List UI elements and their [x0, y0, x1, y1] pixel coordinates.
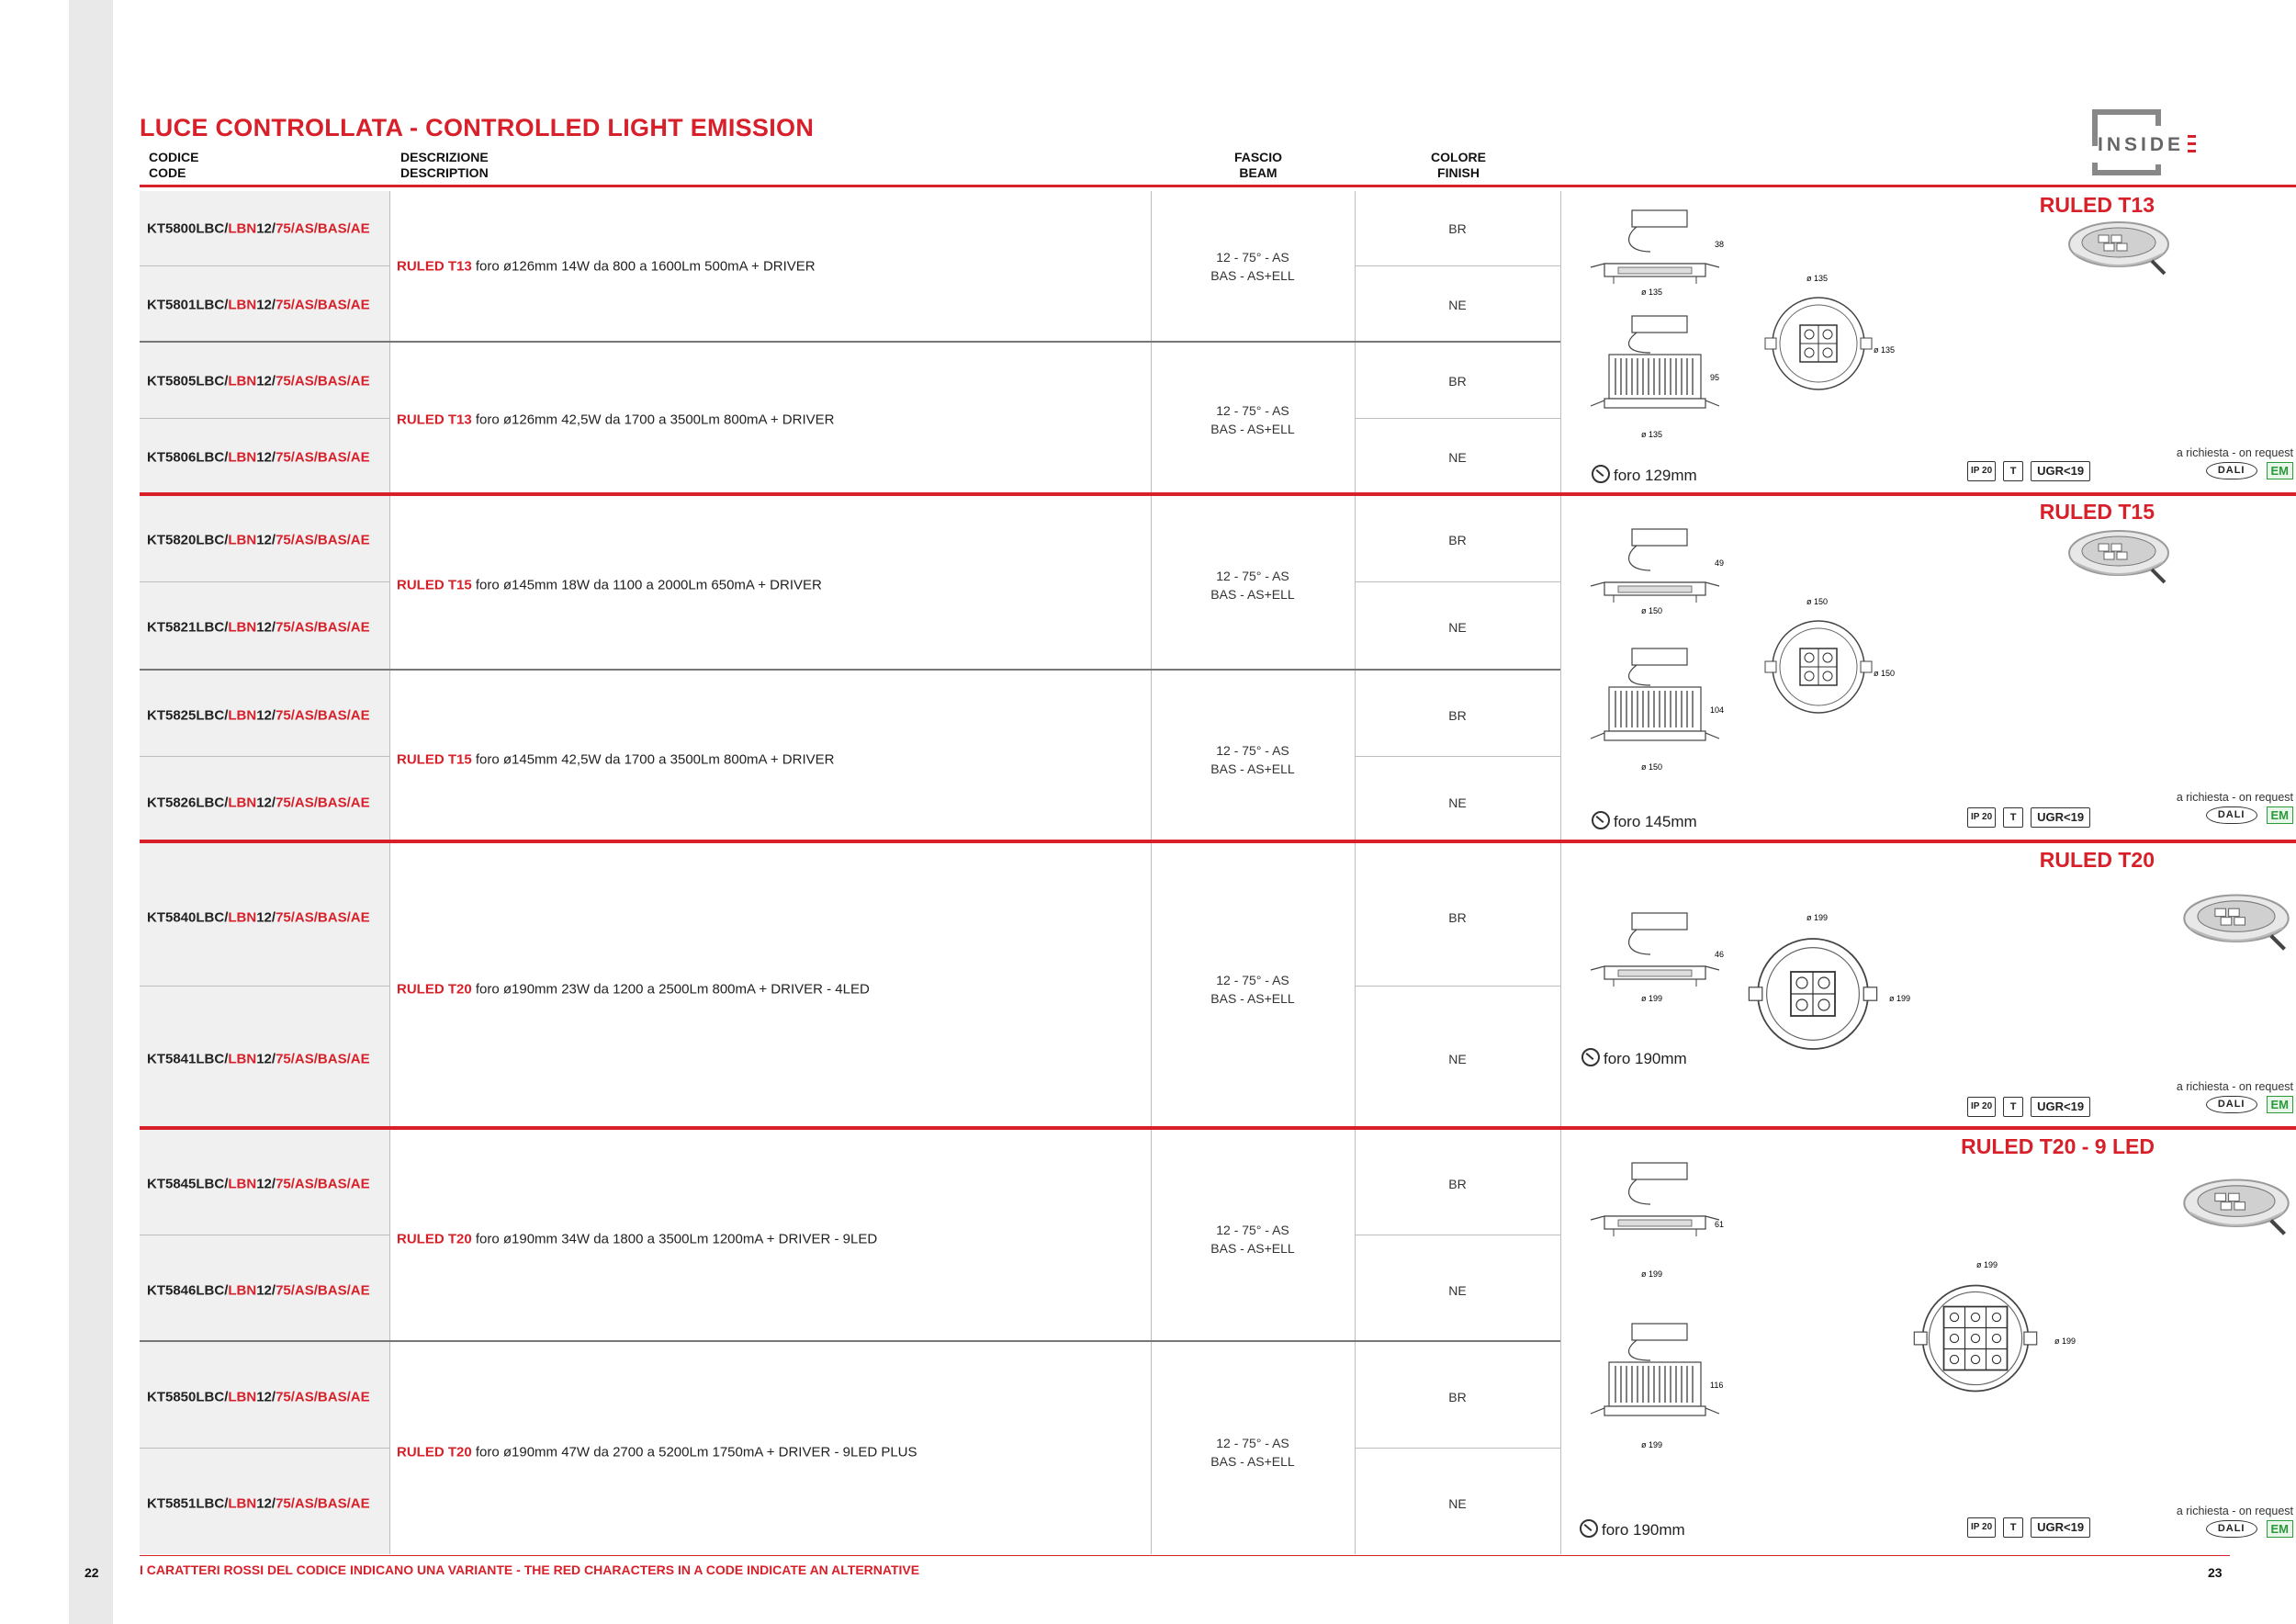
side-drawing — [1586, 648, 1733, 777]
emergency-icon: EM — [2267, 462, 2294, 479]
dali-icon: DALI — [2206, 806, 2257, 824]
t-icon: T — [2003, 807, 2023, 828]
emergency-icon: EM — [2267, 1520, 2294, 1538]
cutout-icon — [1592, 465, 1610, 483]
emergency-icon: EM — [2267, 1096, 2294, 1113]
inside-logo — [2092, 109, 2198, 175]
svg-text:61: 61 — [1715, 1220, 1725, 1229]
product-code: KT5825LBC/LBN12/75/AS/BAS/AE — [147, 707, 370, 724]
product-name: RULED T13 — [2039, 193, 2155, 217]
dali-icon: DALI — [2206, 1520, 2257, 1538]
t-icon: T — [2003, 1097, 2023, 1117]
finish-value: NE — [1448, 298, 1467, 312]
svg-text:116: 116 — [1710, 1381, 1724, 1390]
page-number-left: 22 — [84, 1565, 99, 1580]
finish-value: BR — [1448, 708, 1467, 723]
svg-text:ø 199: ø 199 — [1641, 1440, 1663, 1449]
ip20-icon: IP 20 — [1967, 1097, 1996, 1117]
t-icon: T — [2003, 1517, 2023, 1538]
front-drawing — [1912, 1257, 2077, 1408]
product-code: KT5841LBC/LBN12/75/AS/BAS/AE — [147, 1051, 370, 1067]
header-beam: FASCIO BEAM — [1233, 150, 1283, 180]
finish-value: BR — [1448, 910, 1467, 925]
side-drawing — [1586, 913, 1733, 1005]
ugr-icon: UGR<19 — [2031, 807, 2090, 828]
product-description: RULED T13 foro ø126mm 42,5W da 1700 a 3500Lm 800mA + DRIVER — [397, 412, 835, 428]
product-description: RULED T20 foro ø190mm 23W da 1200 a 2500Lm 800mA + DRIVER - 4LED — [397, 981, 870, 998]
ip20-icon: IP 20 — [1967, 461, 1996, 481]
section-ruled-t20-9led — [140, 1126, 2296, 1554]
side-drawing — [1586, 316, 1733, 445]
product-description: RULED T20 foro ø190mm 34W da 1800 a 3500Lm 1200mA + DRIVER - 9LED — [397, 1231, 878, 1247]
section-ruled-t15 — [140, 492, 2296, 841]
finish-value: BR — [1448, 1177, 1467, 1191]
product-code: KT5826LBC/LBN12/75/AS/BAS/AE — [147, 795, 370, 811]
cutout-icon — [1592, 811, 1610, 829]
beam-value: 12 - 75° - AS BAS - AS+ELL — [1210, 973, 1295, 1006]
svg-text:ø 150: ø 150 — [1641, 762, 1663, 772]
footer-note: I CARATTERI ROSSI DEL CODICE INDICANO UNA VARIANTE - THE RED CHARACTERS IN A CODE INDICATE AN ALTERNATIVE — [140, 1562, 920, 1577]
svg-text:ø 199: ø 199 — [1641, 994, 1663, 1003]
product-photo — [2064, 522, 2174, 588]
svg-text:INSIDE: INSIDE — [2098, 134, 2185, 155]
product-code: KT5801LBC/LBN12/75/AS/BAS/AE — [147, 297, 370, 313]
finish-value: BR — [1448, 533, 1467, 547]
on-request: a richiesta - on request DALI EM — [2176, 446, 2293, 478]
spec-badges — [1967, 1097, 2090, 1117]
ip20-icon: IP 20 — [1967, 807, 1996, 828]
cutout-icon — [1580, 1519, 1598, 1538]
svg-text:ø 199: ø 199 — [1976, 1260, 1998, 1269]
product-description: RULED T15 foro ø145mm 18W da 1100 a 2000Lm 650mA + DRIVER — [397, 577, 822, 593]
spec-badges — [1967, 1517, 2090, 1538]
svg-text:ø 199: ø 199 — [1641, 1269, 1663, 1279]
svg-text:ø 150: ø 150 — [1806, 597, 1829, 606]
finish-value: NE — [1448, 450, 1467, 465]
spec-badges — [1967, 461, 2090, 481]
product-code: KT5820LBC/LBN12/75/AS/BAS/AE — [147, 532, 370, 548]
finish-value: NE — [1448, 795, 1467, 810]
header-finish: COLORE FINISH — [1431, 150, 1486, 180]
finish-value: NE — [1448, 1283, 1467, 1298]
side-drawing — [1586, 210, 1733, 298]
header-code: CODICE CODE — [149, 150, 199, 180]
ugr-icon: UGR<19 — [2031, 461, 2090, 481]
on-request: a richiesta - on request DALI EM — [2176, 791, 2293, 822]
product-code: KT5845LBC/LBN12/75/AS/BAS/AE — [147, 1176, 370, 1192]
front-drawing — [1756, 270, 1896, 403]
finish-value: NE — [1448, 620, 1467, 635]
page-number-right: 23 — [2208, 1565, 2223, 1580]
header-description: DESCRIZIONE DESCRIPTION — [400, 150, 489, 180]
side-drawing — [1586, 1324, 1733, 1452]
svg-text:ø 150: ø 150 — [1641, 606, 1663, 615]
beam-value: 12 - 75° - AS BAS - AS+ELL — [1210, 403, 1295, 436]
dali-icon: DALI — [2206, 1096, 2257, 1113]
on-request: a richiesta - on request DALI EM — [2176, 1080, 2293, 1111]
product-code: KT5821LBC/LBN12/75/AS/BAS/AE — [147, 619, 370, 636]
svg-text:95: 95 — [1710, 373, 1720, 382]
ugr-icon: UGR<19 — [2031, 1517, 2090, 1538]
product-code: KT5805LBC/LBN12/75/AS/BAS/AE — [147, 373, 370, 389]
product-description: RULED T13 foro ø126mm 14W da 800 a 1600Lm 500mA + DRIVER — [397, 258, 816, 275]
cutout-icon — [1581, 1048, 1600, 1066]
finish-value: BR — [1448, 221, 1467, 236]
product-description: RULED T15 foro ø145mm 42,5W da 1700 a 3500Lm 800mA + DRIVER — [397, 751, 835, 768]
svg-text:49: 49 — [1715, 558, 1725, 568]
finish-value: NE — [1448, 1496, 1467, 1511]
beam-value: 12 - 75° - AS BAS - AS+ELL — [1210, 569, 1295, 602]
product-photo — [2169, 1170, 2289, 1244]
spec-badges — [1967, 807, 2090, 828]
product-code: KT5840LBC/LBN12/75/AS/BAS/AE — [147, 909, 370, 926]
section-ruled-t20 — [140, 840, 2296, 1128]
svg-text:ø 199: ø 199 — [1889, 994, 1911, 1003]
beam-value: 12 - 75° - AS BAS - AS+ELL — [1210, 1436, 1295, 1469]
svg-text:104: 104 — [1710, 705, 1725, 715]
product-description: RULED T20 foro ø190mm 47W da 2700 a 5200Lm 1750mA + DRIVER - 9LED PLUS — [397, 1444, 917, 1460]
cutout-size: foro 190mm — [1581, 1048, 1687, 1068]
product-name: RULED T15 — [2039, 500, 2155, 524]
cutout-size: foro 145mm — [1592, 811, 1697, 831]
svg-text:ø 199: ø 199 — [2054, 1336, 2077, 1346]
on-request: a richiesta - on request DALI EM — [2176, 1505, 2293, 1536]
side-drawing — [1586, 1163, 1733, 1282]
beam-value: 12 - 75° - AS BAS - AS+ELL — [1210, 250, 1295, 283]
product-code: KT5851LBC/LBN12/75/AS/BAS/AE — [147, 1495, 370, 1512]
finish-value: NE — [1448, 1052, 1467, 1066]
svg-text:38: 38 — [1715, 240, 1725, 249]
ip20-icon: IP 20 — [1967, 1517, 1996, 1538]
product-photo — [2064, 213, 2174, 279]
product-code: KT5846LBC/LBN12/75/AS/BAS/AE — [147, 1282, 370, 1299]
svg-text:46: 46 — [1715, 950, 1725, 959]
product-photo — [2169, 885, 2289, 959]
product-code: KT5850LBC/LBN12/75/AS/BAS/AE — [147, 1389, 370, 1405]
svg-text:ø 150: ø 150 — [1874, 669, 1896, 678]
svg-text:ø 135: ø 135 — [1874, 345, 1896, 355]
finish-value: BR — [1448, 1390, 1467, 1404]
front-drawing — [1738, 909, 1911, 1066]
side-drawing — [1586, 529, 1733, 616]
emergency-icon: EM — [2267, 806, 2294, 824]
product-code: KT5800LBC/LBN12/75/AS/BAS/AE — [147, 220, 370, 237]
svg-text:ø 135: ø 135 — [1806, 274, 1829, 283]
t-icon: T — [2003, 461, 2023, 481]
page-spine — [69, 0, 113, 1624]
beam-value: 12 - 75° - AS BAS - AS+ELL — [1210, 1223, 1295, 1256]
ugr-icon: UGR<19 — [2031, 1097, 2090, 1117]
cutout-size: foro 190mm — [1580, 1519, 1685, 1539]
footer-rule — [140, 1555, 2230, 1556]
front-drawing — [1756, 593, 1896, 727]
dali-icon: DALI — [2206, 462, 2257, 479]
product-name: RULED T20 - 9 LED — [1961, 1134, 2155, 1158]
section-ruled-t13 — [140, 187, 2296, 494]
svg-text:ø 199: ø 199 — [1806, 913, 1829, 922]
svg-text:ø 135: ø 135 — [1641, 288, 1663, 297]
product-name: RULED T20 — [2039, 848, 2155, 872]
page-title: LUCE CONTROLLATA - CONTROLLED LIGHT EMISSION — [140, 114, 815, 141]
beam-value: 12 - 75° - AS BAS - AS+ELL — [1210, 743, 1295, 776]
svg-text:ø 135: ø 135 — [1641, 430, 1663, 439]
product-code: KT5806LBC/LBN12/75/AS/BAS/AE — [147, 449, 370, 466]
finish-value: BR — [1448, 374, 1467, 389]
cutout-size: foro 129mm — [1592, 465, 1697, 485]
